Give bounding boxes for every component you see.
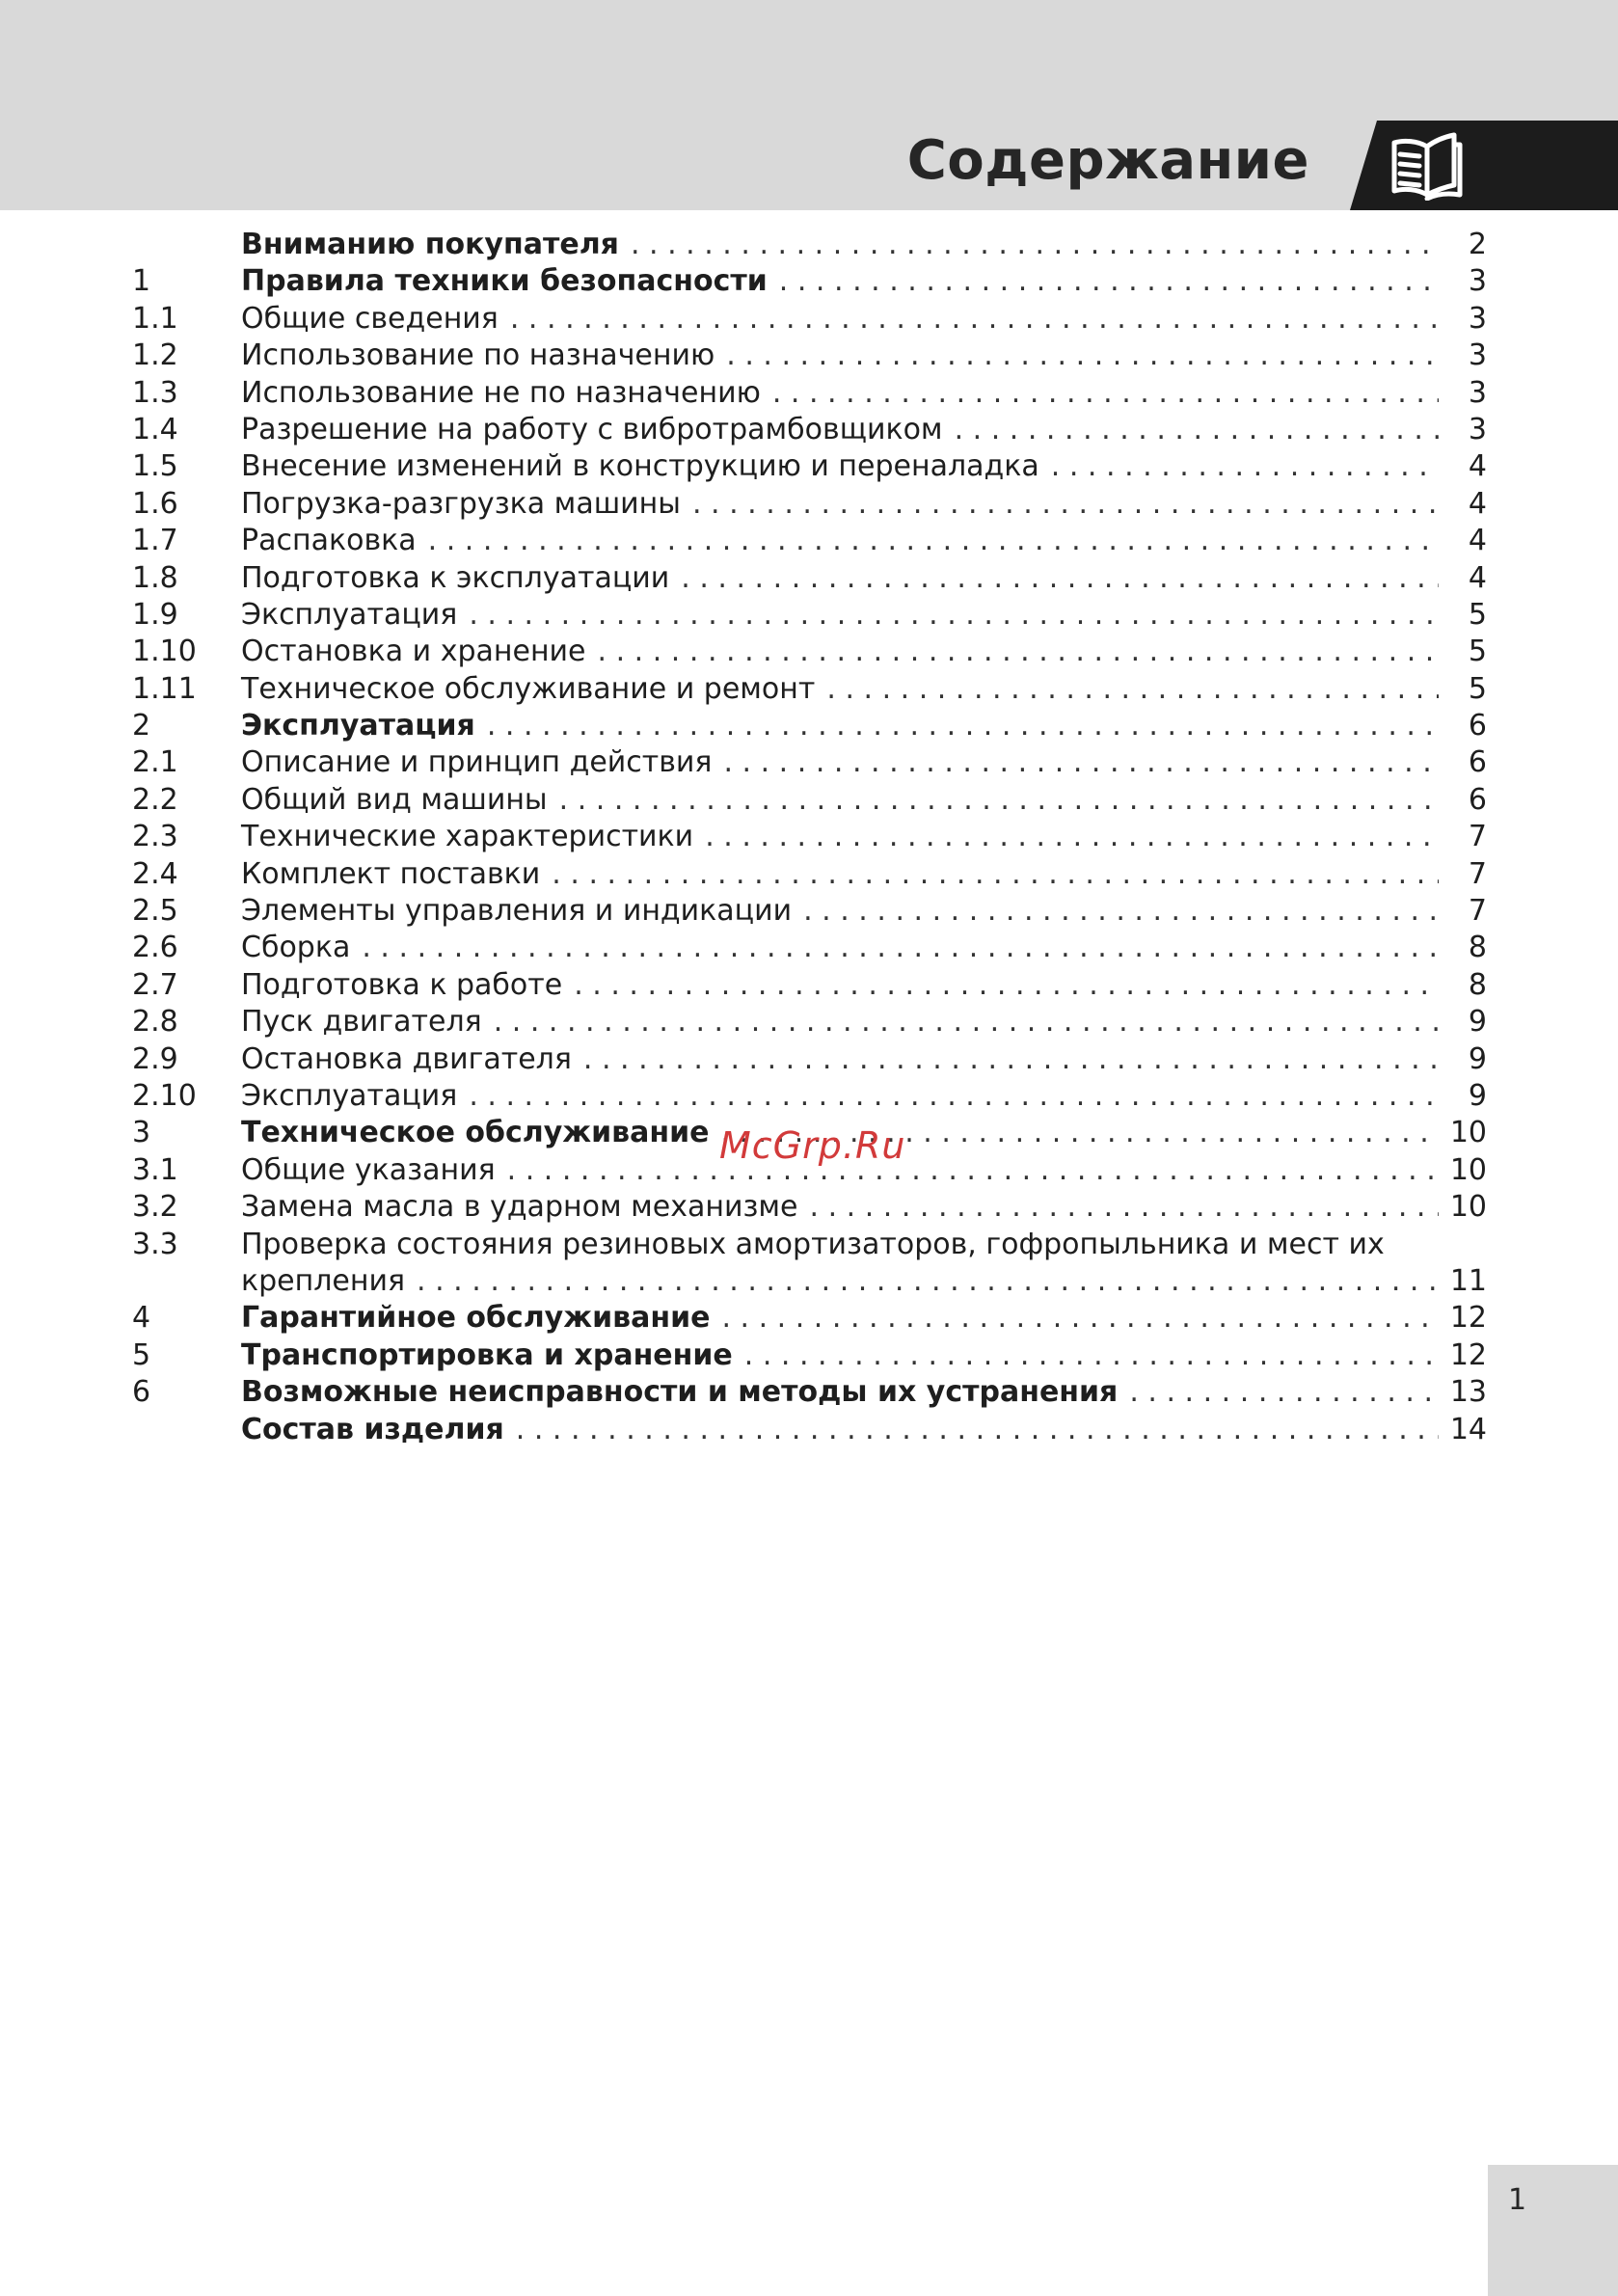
toc-entry-number: 2.4 [132, 856, 178, 891]
toc-entry-page: 5 [1468, 671, 1487, 706]
toc-entry-page: 4 [1468, 486, 1487, 521]
toc-dot-leader [705, 819, 1439, 855]
toc-dot-leader [559, 782, 1439, 819]
toc-entry-number: 2.8 [132, 1005, 178, 1040]
toc-entry[interactable] [132, 634, 1487, 670]
toc-dot-leader [726, 338, 1439, 374]
toc-entry-label: Разрешение на работу с вибротрамбовщиком [241, 412, 943, 446]
toc-entry-page: 6 [1468, 709, 1487, 743]
toc-entry-label: Вниманию покупателя [241, 228, 619, 261]
toc-dot-leader [744, 1337, 1439, 1374]
toc-entry-number: 3.1 [132, 1152, 178, 1187]
toc-entry-number: 1.1 [132, 301, 178, 336]
toc-dot-leader [721, 1300, 1439, 1337]
toc-entry-page: 3 [1468, 375, 1487, 410]
toc-entry-label: Остановка и хранение [241, 635, 586, 669]
toc-entry[interactable] [132, 893, 1487, 930]
toc-entry[interactable] [132, 263, 1487, 300]
toc-dot-leader [955, 412, 1439, 448]
toc-entry-page: 9 [1468, 1041, 1487, 1076]
toc-entry-page: 13 [1449, 1375, 1487, 1410]
toc-entry-page: 10 [1449, 1152, 1487, 1187]
toc-dot-leader [779, 263, 1439, 300]
toc-entry[interactable] [132, 1078, 1487, 1115]
toc-dot-leader [692, 486, 1439, 523]
toc-entry-number: 1.2 [132, 338, 178, 373]
toc-dot-leader [516, 1412, 1439, 1448]
toc-entry[interactable] [132, 375, 1487, 412]
toc-dot-leader [583, 1041, 1439, 1078]
toc-entry-label: Технические характеристики [241, 820, 694, 854]
toc-entry-number: 2.1 [132, 745, 178, 780]
toc-dot-leader [469, 597, 1439, 634]
open-book-icon [1389, 131, 1466, 201]
toc-entry[interactable] [132, 1412, 1487, 1448]
toc-entry-label: Описание и принцип действия [241, 745, 713, 780]
toc-dot-leader [507, 1152, 1439, 1189]
toc-entry-number: 2.10 [132, 1078, 197, 1113]
toc-entry-page: 3 [1468, 338, 1487, 373]
toc-entry-label: Комплект поставки [241, 856, 541, 891]
toc-entry-number: 3.2 [132, 1190, 178, 1225]
toc-entry-page: 12 [1449, 1337, 1487, 1372]
toc-entry-label: крепления [241, 1263, 406, 1298]
toc-entry-number: 2.7 [132, 967, 178, 1002]
header-icon-tab [1350, 121, 1618, 210]
toc-entry-label: Эксплуатация [241, 709, 475, 743]
toc-dot-leader [494, 1004, 1439, 1040]
toc-dot-leader [417, 1263, 1439, 1300]
toc-entry-number: 2.6 [132, 931, 178, 965]
toc-entry-page: 4 [1468, 449, 1487, 484]
toc-entry-label: Подготовка к работе [241, 967, 563, 1002]
toc-entry[interactable] [132, 1189, 1487, 1226]
toc-entry-page: 12 [1449, 1301, 1487, 1336]
toc-entry-label: Сборка [241, 931, 351, 965]
toc-entry-page: 10 [1449, 1116, 1487, 1150]
toc-entry-label: Погрузка-разгрузка машины [241, 486, 681, 521]
toc-entry[interactable] [132, 819, 1487, 855]
toc-entry-page: 4 [1468, 560, 1487, 595]
toc-entry-label: Общий вид машины [241, 782, 548, 817]
toc-entry-label: Использование по назначению [241, 338, 715, 373]
toc-entry-page: 4 [1468, 524, 1487, 558]
toc-entry-page: 9 [1468, 1078, 1487, 1113]
toc-entry[interactable] [132, 523, 1487, 559]
toc-entry[interactable] [132, 412, 1487, 448]
toc-entry-number: 5 [132, 1337, 151, 1372]
toc-entry-number: 1 [132, 264, 151, 299]
toc-entry-label: Внесение изменений в конструкцию и переналадка [241, 449, 1039, 484]
toc-entry-page: 8 [1468, 967, 1487, 1002]
toc-entry-label: Правила техники безопасности [241, 264, 768, 299]
toc-dot-leader [803, 893, 1439, 930]
toc-entry-page: 2 [1468, 228, 1487, 261]
toc-entry[interactable] [132, 930, 1487, 966]
toc-entry[interactable] [132, 1263, 1487, 1300]
header-bar [0, 0, 1618, 210]
toc-entry-page: 11 [1449, 1263, 1487, 1298]
toc-entry-label: Пуск двигателя [241, 1005, 482, 1040]
toc-entry-number: 1.8 [132, 560, 178, 595]
toc-entry[interactable] [132, 1004, 1487, 1040]
toc-entry-number: 2.9 [132, 1041, 178, 1076]
toc-entry-number: 1.11 [132, 671, 197, 706]
watermark: McGrp.Ru [719, 1124, 906, 1167]
toc-dot-leader [598, 634, 1439, 670]
toc-entry-page: 3 [1468, 264, 1487, 299]
toc-dot-leader [1051, 448, 1439, 485]
toc-entry[interactable] [132, 1227, 1487, 1263]
toc-entry[interactable] [132, 227, 1487, 263]
toc-entry-number: 2 [132, 709, 151, 743]
toc-entry-label: Замена масла в ударном механизме [241, 1190, 798, 1225]
toc-entry-label: Гарантийное обслуживание [241, 1301, 711, 1336]
toc-entry-number: 1.7 [132, 524, 178, 558]
toc-entry[interactable] [132, 1374, 1487, 1411]
table-of-contents [132, 227, 1487, 1448]
toc-entry-label: Проверка состояния резиновых амортизаторов, гофропыльника и мест их [241, 1227, 1385, 1261]
toc-entry-label: Подготовка к эксплуатации [241, 560, 670, 595]
toc-entry-number: 2.5 [132, 894, 178, 929]
toc-dot-leader [362, 930, 1439, 966]
toc-dot-leader [510, 301, 1439, 338]
toc-entry[interactable] [132, 744, 1487, 781]
toc-entry-number: 1.9 [132, 597, 178, 632]
toc-entry-label: Техническое обслуживание [241, 1116, 710, 1150]
toc-entry-page: 7 [1468, 820, 1487, 854]
toc-dot-leader [469, 1078, 1439, 1115]
toc-entry[interactable] [132, 671, 1487, 708]
toc-entry-page: 14 [1449, 1412, 1487, 1446]
toc-entry[interactable] [132, 560, 1487, 597]
toc-entry-page: 7 [1468, 894, 1487, 929]
toc-entry-label: Общие указания [241, 1152, 496, 1187]
toc-entry-label: Состав изделия [241, 1412, 504, 1446]
toc-entry-label: Эксплуатация [241, 597, 458, 632]
toc-entry-number: 3 [132, 1116, 151, 1150]
toc-entry-label: Эксплуатация [241, 1078, 458, 1113]
toc-entry[interactable] [132, 1337, 1487, 1374]
toc-entry-number: 6 [132, 1375, 151, 1410]
toc-entry[interactable] [132, 486, 1487, 523]
toc-entry-label: Остановка двигателя [241, 1041, 572, 1076]
toc-entry-label: Техническое обслуживание и ремонт [241, 671, 816, 706]
toc-dot-leader [552, 856, 1439, 893]
toc-entry-page: 7 [1468, 856, 1487, 891]
toc-dot-leader [428, 523, 1439, 559]
toc-entry-page: 3 [1468, 301, 1487, 336]
toc-entry-number: 1.5 [132, 449, 178, 484]
toc-entry-number: 1.3 [132, 375, 178, 410]
page-number: 1 [1508, 2183, 1527, 2217]
toc-entry[interactable] [132, 967, 1487, 1004]
toc-dot-leader [826, 671, 1439, 708]
toc-entry[interactable] [132, 708, 1487, 744]
toc-entry-page: 8 [1468, 931, 1487, 965]
toc-entry-number: 4 [132, 1301, 151, 1336]
toc-dot-leader [681, 560, 1439, 597]
toc-entry-page: 5 [1468, 635, 1487, 669]
toc-entry[interactable] [132, 448, 1487, 485]
toc-entry-page: 6 [1468, 745, 1487, 780]
toc-entry-page: 6 [1468, 782, 1487, 817]
toc-dot-leader [631, 227, 1439, 263]
toc-entry[interactable] [132, 301, 1487, 338]
toc-entry-number: 2.3 [132, 820, 178, 854]
toc-entry-number: 1.4 [132, 412, 178, 446]
toc-entry-label: Транспортировка и хранение [241, 1337, 733, 1372]
toc-entry-label: Возможные неисправности и методы их устранения [241, 1375, 1119, 1410]
toc-dot-leader [574, 967, 1439, 1004]
toc-dot-leader [772, 375, 1439, 412]
toc-entry-page: 10 [1449, 1190, 1487, 1225]
toc-entry-label: Элементы управления и индикации [241, 894, 793, 929]
toc-entry-number: 3.3 [132, 1227, 178, 1261]
toc-entry-number: 1.6 [132, 486, 178, 521]
toc-entry-label: Распаковка [241, 524, 417, 558]
toc-entry-page: 3 [1468, 412, 1487, 446]
page-title: Содержание [906, 129, 1309, 192]
toc-dot-leader [487, 708, 1439, 744]
toc-entry-number: 1.10 [132, 635, 197, 669]
toc-entry[interactable] [132, 338, 1487, 374]
toc-entry[interactable] [132, 1041, 1487, 1078]
toc-entry-page: 9 [1468, 1005, 1487, 1040]
toc-entry-page: 5 [1468, 597, 1487, 632]
toc-entry[interactable] [132, 856, 1487, 893]
toc-dot-leader [723, 744, 1439, 781]
toc-entry-number: 2.2 [132, 782, 178, 817]
toc-dot-leader [1129, 1374, 1439, 1411]
toc-dot-leader [810, 1189, 1440, 1226]
toc-entry[interactable] [132, 782, 1487, 819]
toc-entry[interactable] [132, 1300, 1487, 1337]
toc-entry-label: Общие сведения [241, 301, 499, 336]
toc-entry[interactable] [132, 597, 1487, 634]
toc-entry-label: Использование не по назначению [241, 375, 761, 410]
